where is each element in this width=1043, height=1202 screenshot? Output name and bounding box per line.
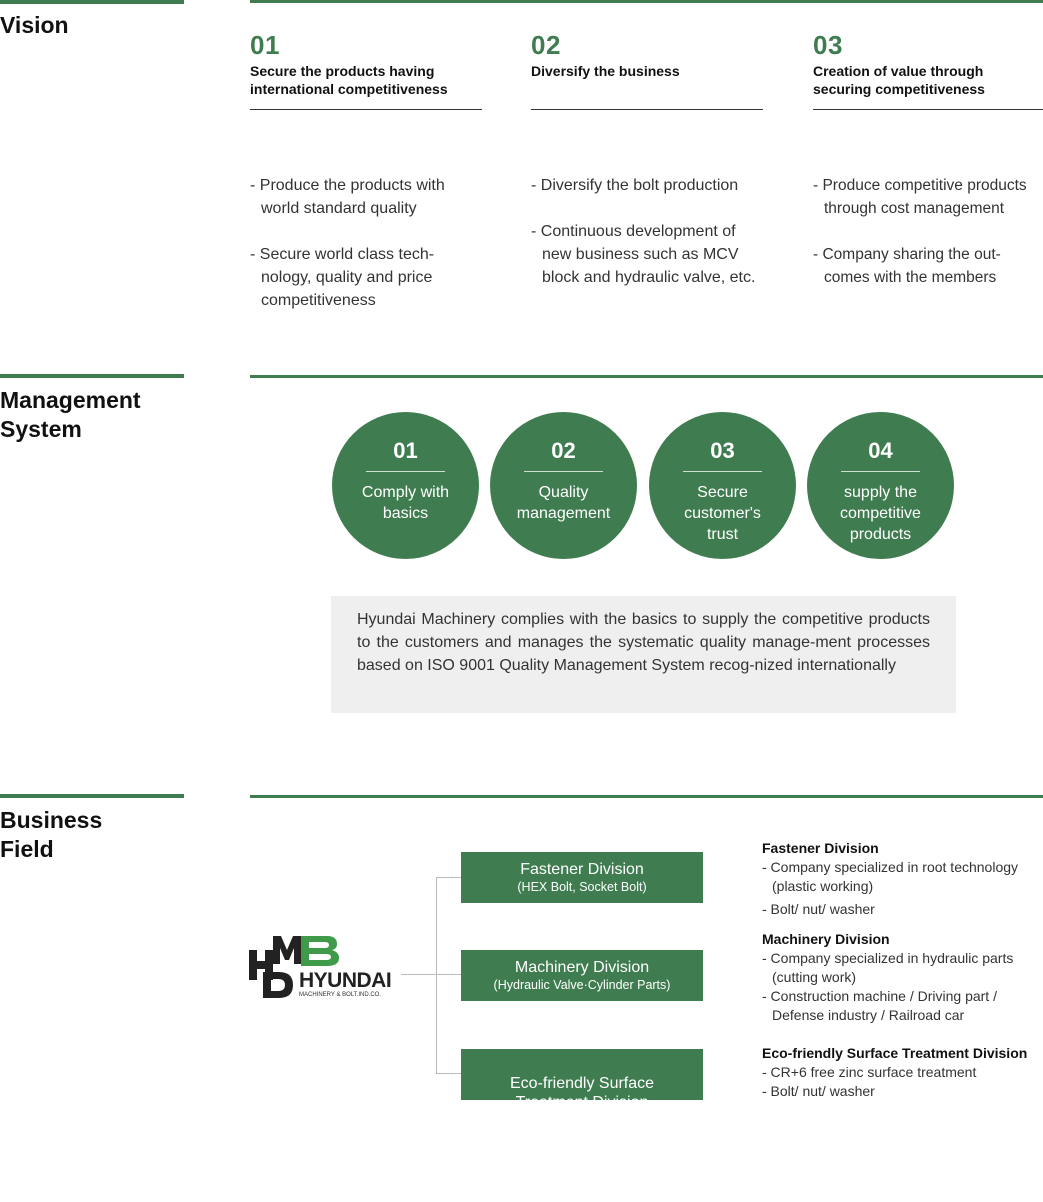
vision-bullet: - Company sharing the out-comes with the members <box>813 246 1001 286</box>
vision-title: Secure the products having international competitiveness <box>250 63 448 97</box>
vision-number: 02 <box>531 30 561 60</box>
circle-text: Comply with basics <box>361 484 450 522</box>
circle-text: Secure customer's trust <box>684 484 761 543</box>
vision-bullet: - Continuous development of new business such as MCV block and hydraulic valve, etc. <box>531 223 756 286</box>
vision-number: 01 <box>250 30 280 60</box>
vision-title: Creation of value through securing competitiveness <box>813 63 985 97</box>
detail-item: - Company specialized in hydraulic parts (cutting work) <box>762 950 1014 985</box>
tree-connector <box>401 974 437 975</box>
management-right-rule <box>250 375 1043 378</box>
vision-bullet: - Produce the products with world standard quality <box>250 177 445 217</box>
circle-number: 03 <box>710 438 735 463</box>
vision-bullet: - Secure world class tech-nology, quality and price competitiveness <box>250 246 435 309</box>
detail-item: - CR+6 free zinc surface treatment <box>762 1064 977 1080</box>
tree-connector <box>436 877 437 1074</box>
business-right-rule <box>250 795 1043 798</box>
management-description: Hyundai Machinery complies with the basics to supply the competitive products to the customers and manages the systematic quality manage-ment processes based on ISO 9001 Quality Management System recog-nized internationally <box>331 596 956 713</box>
vision-right-rule <box>250 0 1043 3</box>
vision-bullet: - Diversify the bolt production <box>531 177 739 194</box>
vision-divider <box>531 109 763 110</box>
management-circle-1 <box>332 412 479 559</box>
detail-eco <box>762 1044 1043 1101</box>
management-circle-2 <box>490 412 637 559</box>
detail-machinery <box>762 930 1043 1025</box>
vision-bullet: - Produce competitive products through cost management <box>813 177 1027 217</box>
vision-divider <box>813 109 1043 110</box>
detail-heading: Eco-friendly Surface Treatment Division <box>762 1045 1028 1061</box>
detail-item: - Bolt/ nut/ washer <box>762 901 875 917</box>
vision-divider <box>250 109 482 110</box>
tree-connector <box>436 877 461 878</box>
circle-number: 01 <box>393 438 418 463</box>
detail-item: - Bolt/ nut/ washer <box>762 1083 875 1099</box>
vision-left-rule <box>0 0 184 4</box>
detail-item: - Company specialized in root technology (plastic working) <box>762 859 1019 894</box>
detail-fastener <box>762 839 1043 919</box>
vision-number: 03 <box>813 30 843 60</box>
circle-number: 02 <box>551 438 576 463</box>
circle-text: supply the competitive products <box>840 484 921 543</box>
logo-subtext: MACHINERY & BOLT.IND.CO. <box>299 992 382 998</box>
detail-heading: Machinery Division <box>762 931 890 947</box>
tree-connector <box>436 974 461 975</box>
hyundai-logo <box>249 934 392 1000</box>
vision-column-1 <box>250 30 482 309</box>
detail-heading: Fastener Division <box>762 840 879 856</box>
logo-name: HYUNDAI <box>299 969 392 992</box>
circle-divider <box>841 471 920 472</box>
circle-divider <box>683 471 762 472</box>
management-heading: Management System <box>0 387 141 442</box>
circle-text: Quality management <box>516 484 611 522</box>
division-title: Eco-friendly Surface Treatment Division <box>509 1075 655 1111</box>
division-subtitle: (Hydraulic Valve·Cylinder Parts) <box>493 978 671 992</box>
tree-connector <box>436 1073 461 1074</box>
management-circle-4 <box>807 412 954 559</box>
management-circle-3 <box>649 412 796 559</box>
vision-heading: Vision <box>0 12 69 38</box>
division-box-eco <box>461 1049 703 1111</box>
circle-divider <box>366 471 445 472</box>
circle-number: 04 <box>868 438 893 463</box>
business-heading: Business Field <box>0 807 103 862</box>
vision-title: Diversify the business <box>531 63 680 79</box>
business-left-rule <box>0 794 184 798</box>
division-title: Machinery Division <box>514 959 650 976</box>
division-title: Fastener Division <box>520 861 644 878</box>
vision-column-3 <box>813 30 1043 286</box>
detail-item: - Construction machine / Driving part / Defense industry / Railroad car <box>762 988 997 1023</box>
circle-divider <box>524 471 603 472</box>
division-box-fastener <box>461 852 703 903</box>
division-box-machinery <box>461 950 703 1001</box>
vision-column-2 <box>531 30 763 286</box>
management-left-rule <box>0 374 184 378</box>
division-subtitle: (HEX Bolt, Socket Bolt) <box>517 880 647 894</box>
